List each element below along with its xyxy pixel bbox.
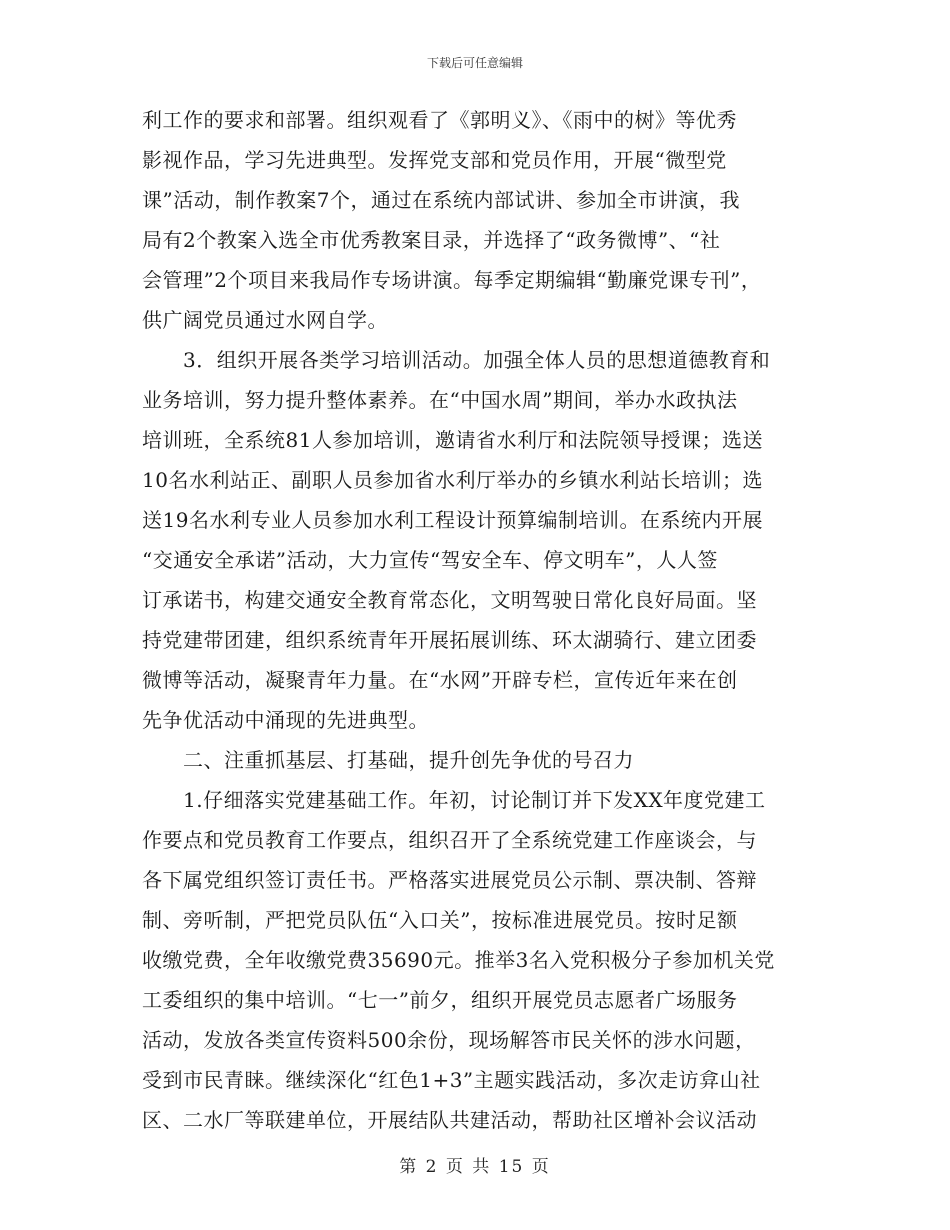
text-line: 收缴党费，全年收缴党费35690元。推举3名入党积极分子参加机关党 (142, 948, 775, 972)
text-line: 二、注重抓基层、打基础，提升创先争优的号召力 (142, 748, 634, 772)
text-line: 会管理”2个项目来我局作专场讲演。每季定期编辑“勤廉党课专刊”， (142, 268, 762, 292)
document-body (142, 100, 812, 1140)
header-note: 下载后可任意编辑 (426, 56, 523, 70)
text-line: 作要点和党员教育工作要点，组织召开了全系统党建工作座谈会，与 (142, 828, 757, 852)
text-line: 订承诺书，构建交通安全教育常态化，文明驾驶日常化良好局面。坚 (142, 588, 757, 612)
text-line: 业务培训，努力提升整体素养。在“中国水周”期间，举办水政执法 (142, 388, 738, 412)
text-line: 工委组织的集中培训。“七一”前夕，组织开展党员志愿者广场服务 (142, 988, 738, 1012)
text-line: 先争优活动中涌现的先进典型。 (142, 708, 429, 732)
text-line: 区、二水厂等联建单位，开展结队共建活动，帮助社区增补会议活动 (142, 1108, 757, 1132)
page-number: 第 2 页 共 15 页 (399, 1157, 551, 1177)
text-line: 利工作的要求和部署。组织观看了《郭明义》、《雨中的树》等优秀 (142, 108, 737, 132)
text-line: 送19名水利专业人员参加水利工程设计预算编制培训。在系统内开展 (142, 508, 763, 532)
text-line: 课”活动，制作教案7个，通过在系统内部试讲、参加全市讲演，我 (142, 188, 740, 212)
text-line: 1.仔细落实党建基础工作。年初，讨论制订并下发XX年度党建工 (142, 788, 766, 812)
text-line: 制、旁听制，严把党员队伍“入口关”，按标准进展党员。按时足额 (142, 908, 738, 932)
text-line: 10名水利站正、副职人员参加省水利厅举办的乡镇水利站长培训；选 (142, 468, 763, 492)
text-line: 局有2个教案入选全市优秀教案目录，并选择了“政务微博”、“社 (142, 228, 721, 252)
text-line: 微博等活动，凝聚青年力量。在“水网”开辟专栏，宣传近年来在创 (142, 668, 738, 692)
text-line: 培训班，全系统81人参加培训，邀请省水利厅和法院领导授课；选送 (142, 428, 763, 452)
text-line: 各下属党组织签订责任书。严格落实进展党员公示制、票决制、答辩 (142, 868, 757, 892)
text-line: 影视作品，学习先进典型。发挥党支部和党员作用，开展“微型党 (142, 148, 727, 172)
text-line: 持党建带团建，组织系统青年开展拓展训练、环太湖骑行、建立团委 (142, 628, 757, 652)
text-line: 活动，发放各类宣传资料500余份，现场解答市民关怀的涉水问题， (142, 1028, 756, 1052)
text-line: 3．组织开展各类学习培训活动。加强全体人员的思想道德教育和 (142, 348, 771, 372)
text-line: “交通安全承诺”活动，大力宣传“驾安全车、停文明车”，人人签 (142, 548, 718, 572)
text-line: 受到市民青睐。继续深化“红色1+3”主题实践活动，多次走访弇山社 (142, 1068, 761, 1092)
text-line: 供广阔党员通过水网自学。 (142, 308, 388, 332)
